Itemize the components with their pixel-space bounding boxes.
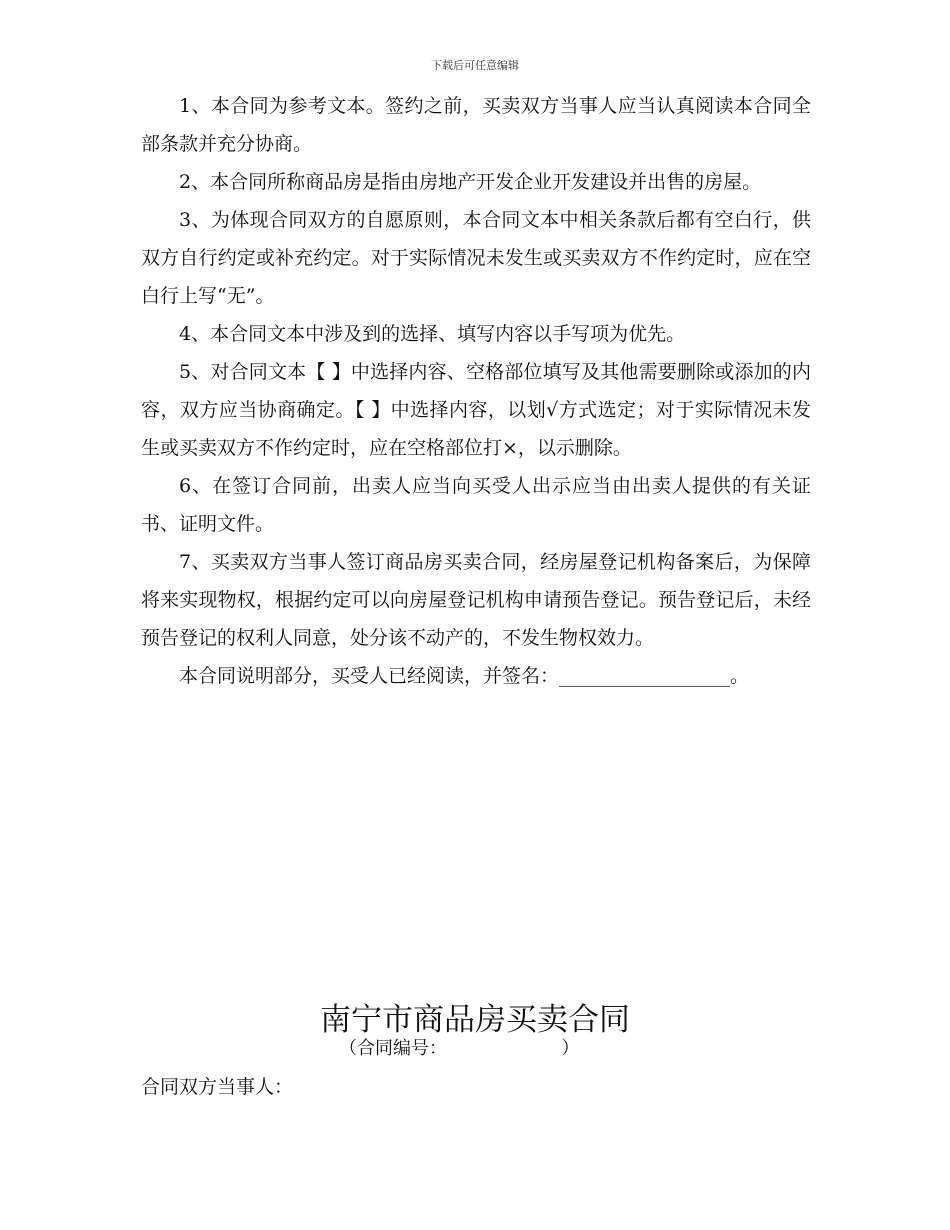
- instruction-item-2: 2、本合同所称商品房是指由房地产开发企业开发建设并出售的房屋。: [179, 171, 762, 193]
- contract-title: 南宁市商品房买卖合同: [320, 1002, 630, 1038]
- instruction-item-5: 5、对合同文本【 】中选择内容、空格部位填写及其他需要删除或添加的内容，双方应当协商确定。【 】中选择内容，以划√方式选定；对于实际情况未发生或买卖双方不作约定时，应在空格部位打×，以示删除。: [141, 361, 811, 459]
- contract-parties-label: 合同双方当事人：: [141, 1076, 294, 1098]
- instruction-item-7: 7、买卖双方当事人签订商品房买卖合同，经房屋登记机构备案后，为保障将来实现物权，根据约定可以向房屋登记机构申请预告登记。预告登记后，未经预告登记的权利人同意，处分该不动产的，不发生物权效力。: [141, 551, 811, 649]
- instruction-item-3: 3、为体现合同双方的自愿原则，本合同文本中相关条款后都有空白行，供双方自行约定或补充约定。对于实际情况未发生或买卖双方不作约定时，应在空白行上写“无”。: [141, 209, 811, 307]
- instruction-item-6: 6、在签订合同前，出卖人应当向买受人出示应当由出卖人提供的有关证书、证明文件。: [141, 475, 811, 535]
- buyer-signature-statement: 本合同说明部分，买受人已经阅读，并签名：__________________。: [179, 665, 750, 687]
- instruction-item-1: 1、本合同为参考文本。签约之前，买卖双方当事人应当认真阅读本合同全部条款并充分协商。: [141, 95, 811, 155]
- instructions-section: [141, 87, 811, 695]
- instruction-item-4: 4、本合同文本中涉及到的选择、填写内容以手写项为优先。: [179, 323, 686, 345]
- contract-number-line: （合同编号： ）: [339, 1038, 580, 1059]
- page-header-note: 下载后可任意编辑: [431, 59, 519, 72]
